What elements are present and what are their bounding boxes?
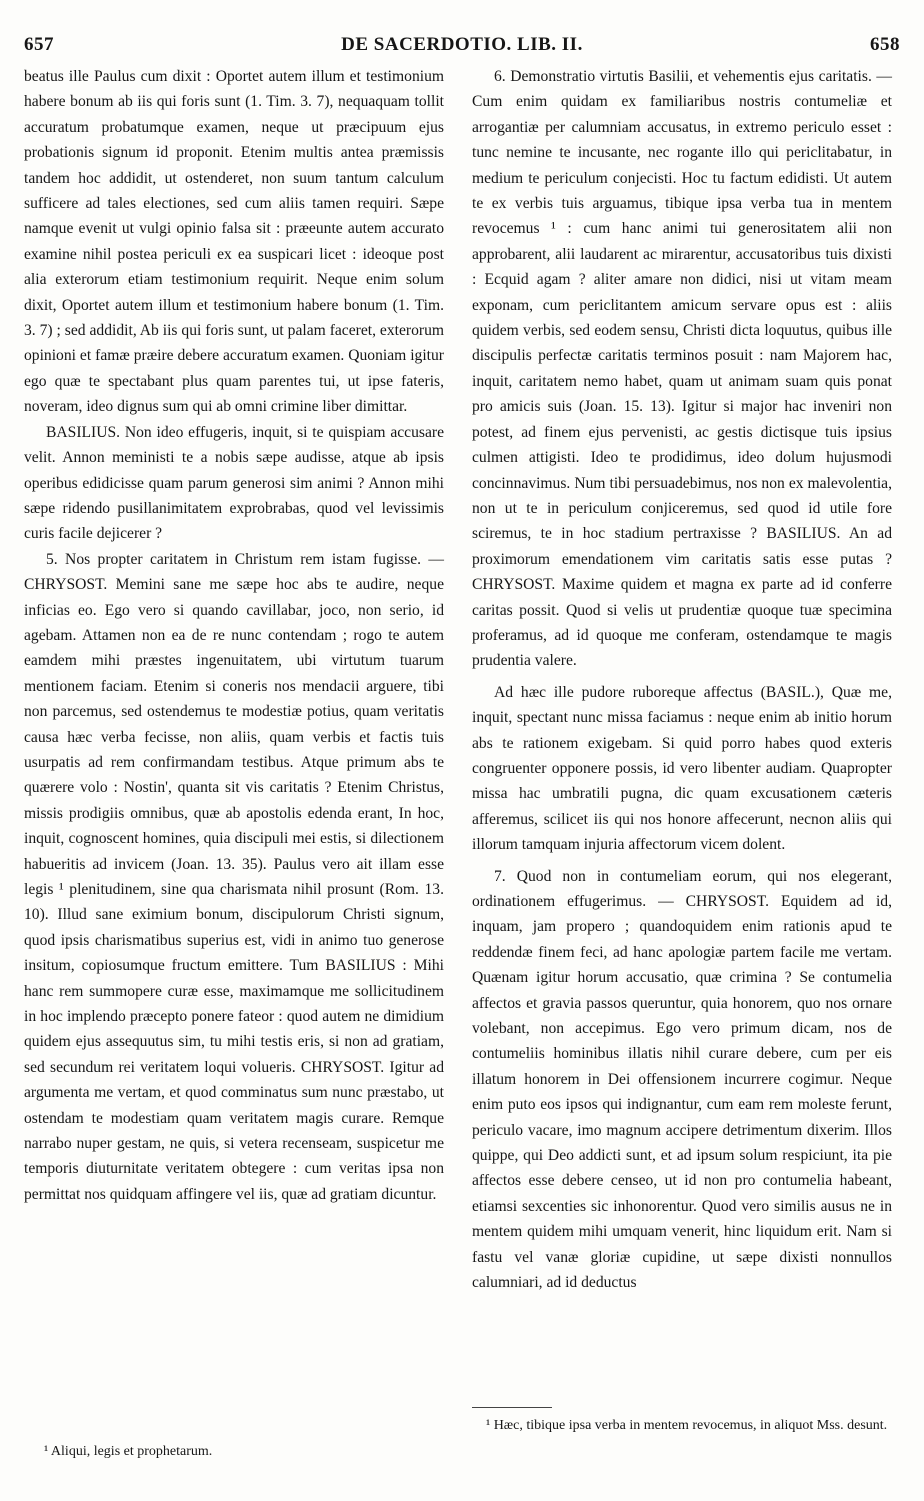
running-title: DE SACERDOTIO. LIB. II. (341, 34, 583, 55)
footnote-divider (472, 1407, 552, 1408)
footnote-right: ¹ Hæc, tibique ipsa verba in mentem revocemus, in aliquot Mss. desunt. (486, 1418, 888, 1433)
paragraph: BASILIUS. Non ideo effugeris, inquit, si te quispiam accusare velit. Annon meministi te a nobis sæpe audisse, atque ab ipsis operibus edidicisse quam parum generosi sim animi ? Annon mihi sæpe ridendo pusillanimitatem exprobrabas, quod vel levissimis curis facile dejicerer ? (24, 423, 444, 543)
footnote-left: ¹ Aliqui, legis et prophetarum. (44, 1444, 213, 1459)
paragraph: 5. Nos propter caritatem in Christum rem istam fugisse. — CHRYSOST. Memini sane me sæpe hoc abs te audire, neque inficias eo. Ego vero si quando cavillabar, joco, non serio, id agebam. Attamen non ea de re nunc contendam ; rogo te autem eamdem mihi præstes ingenuitatem, ubi virtutum tuarum mentionem faciam. Etenim si coneris nos mendacii arguere, tibi non parcemus, sed ostendemus te modestiæ potius, quam veritatis causa hæc verba fecisse, non aliis, quam verbis et factis tuis usurpatis ad rem confirmandam testibus. Atque primum abs te quærere volo : Nostin', quanta sit vis caritatis ? Etenim Christus, missis prodigiis omnibus, quæ ab apostolis edenda erant, In hoc, inquit, cognoscent homines, quia discipuli mei estis, si dilectionem habueritis ad invicem (Joan. 13. 35). Paulus vero ait illam esse legis ¹ plenitudinem, sine qua charismata nihil prosunt (Rom. 13. 10). Illud sane eximium bonum, discipulorum Christi signum, quod ipsis charismatibus superius est, vidi in animo tuo generose insitum, copiosumque fructum emittere. Tum BASILIUS : Mihi hanc rem summopere curæ esse, maximamque me sollicitudinem in hoc implendo præcepto ponere fateor : quod autem ne dimidium quidem ejus assequutus sim, tu mihi testis eris, si non ad gratiam, sed secundum rei veritatem loqui volueris. CHRYSOST. Igitur ad argumenta me vertam, et quod comminatus sum nunc præstabo, ut ostendam te modestiam quam veritatem magis curare. Remque narrabo nuper gestam, ne quis, si vetera recenseam, suspicetur me temporis diuturnitate veritatem obtegere : cum veritas ipsa non permittat nos quidquam affingere vel iis, quæ ad gratiam dicuntur. (24, 550, 444, 1203)
page-number-right: 658 (870, 34, 900, 55)
paragraph: Ad hæc ille pudore ruboreque affectus (BASIL.), Quæ me, inquit, spectant nunc missa faciamus : neque enim ab initio horum abs te rationem exigebam. Si quid porro habes quod exteris congruenter opponere possis, id vero libenter audiam. Quapropter missa hac umbratili pugna, dic quam excusationem cæteris afferemus, scilicet iis qui nos honore affecerunt, necnon aliis qui illorum tamquam injuria affectorum vicem dolent. (472, 683, 892, 854)
left-column (24, 64, 444, 1207)
paragraph: 7. Quod non in contumeliam eorum, qui nos elegerant, ordinationem effugerimus. — CHRYSOST. Equidem ad id, inquam, jam propero ; quandoquidem enim rationis apud te reddendæ finem feci, ad hanc apologiæ partem facile me vertam. Quænam igitur horum accusatio, quæ crimina ? Se contumelia affectos et gravia passos queruntur, quia honorem, quo nos ornare volebant, non accepimus. Ego vero primum dicam, nos de contumeliis hominibus illatis nihil curare debere, cum per eis illatum honorem in Dei offensionem incurrere cogimur. Neque enim puto eos ipsos qui indignantur, cum eam rem moleste ferunt, periculo vacare, imo magnum accipere detrimentum dixerim. Illos quippe, qui Deo addicti sunt, et ad ipsum solum respiciunt, ita pie affectos esse debere censeo, ut id non pro contumelia habeant, etiamsi sexcenties sic inhonorentur. Quod vero similis ausus ne in mentem quidem mihi umquam venerit, hinc liquidum erit. Nam si fastu vel vanæ gloriæ cupidine, ut sæpe dixisti nonnullos calumniari, ad id deductus (472, 867, 892, 1292)
paragraph: beatus ille Paulus cum dixit : Oportet autem illum et testimonium habere bonum ab iis qui foris sunt (1. Tim. 3. 7), nequaquam tollit accuratum probatumque examen, neque ut præcipuum ejus probationis signum id proponit. Etenim multis antea præmissis tandem hoc addidit, ut ostenderet, non suum tantum calculum sufficere ad tales electiones, sed cum aliis tamen requiri. Sæpe namque evenit ut vulgi opinio falsa sit : præeunte autem accurato examine nihil postea periculi ex ea suspicari licet : ideoque post alia exterorum etiam testimonium requirit. Neque enim solum dixit, Oportet autem illum et testimonium habere bonum (1. Tim. 3. 7) ; sed addidit, Ab iis qui foris sunt, ut palam faceret, exterorum opinioni et famæ præire debere accuratum examen. Quoniam igitur ego quæ te spectabant plus quam parentes tui, ut ipse fateris, noveram, ideo dignus sum qui ab omni crimine liber dimittar. (24, 68, 444, 416)
right-column (472, 64, 892, 1296)
page-header (24, 34, 900, 60)
paragraph: 6. Demonstratio virtutis Basilii, et vehementis ejus caritatis. — Cum enim quidam ex familiaribus nostris contumeliæ et arrogantiæ per calumniam accusatus, in extremo periculo esset : tunc nemine te incusante, nec rogante illo qui periclitabatur, in medium te periculum conjecisti. Hoc tu factum edidisti. Ut autem te ex verbis tuis arguamus, tibique ipsa verba tua in mentem revocemus ¹ : cum hanc animi tui generositatem alii non approbarent, alii laudarent ac mirarentur, accusatoribus tuis dixisti : Ecquid agam ? aliter amare non didici, nisi ut vitam meam exponam, cum periclitantem amicum servare opus est : aliis quidem verbis, sed eodem sensu, Christi dicta loquutus, quibus ille discipulis perfectæ caritatis terminos posuit : nam Majorem hac, inquit, caritatem nemo habet, quam ut animam suam quis ponat pro amicis suis (Joan. 15. 13). Igitur si major hac inveniri non potest, ad finem ejus pervenisti, ac gestis dictisque tuis ipsius culmen attigisti. Ideo te prodidimus, ideo dolum hujusmodi concinnavimus. Num tibi persuadebimus, nos non ex malevolentia, non ut te in periculum conjiceremus, sed quod id utile fore sciremus, te in hoc stadium pertraxisse ? BASILIUS. An ad proximorum emendationem vim caritatis satis esse putas ? CHRYSOST. Maxime quidem et magna ex parte ad id conferre caritas possit. Quod si velis ut prudentiæ quoque tuæ specimina proferamus, ad id quoque me conferam, ostendamque te magis prudentia valere. (472, 68, 892, 670)
page-number-left: 657 (24, 34, 54, 55)
